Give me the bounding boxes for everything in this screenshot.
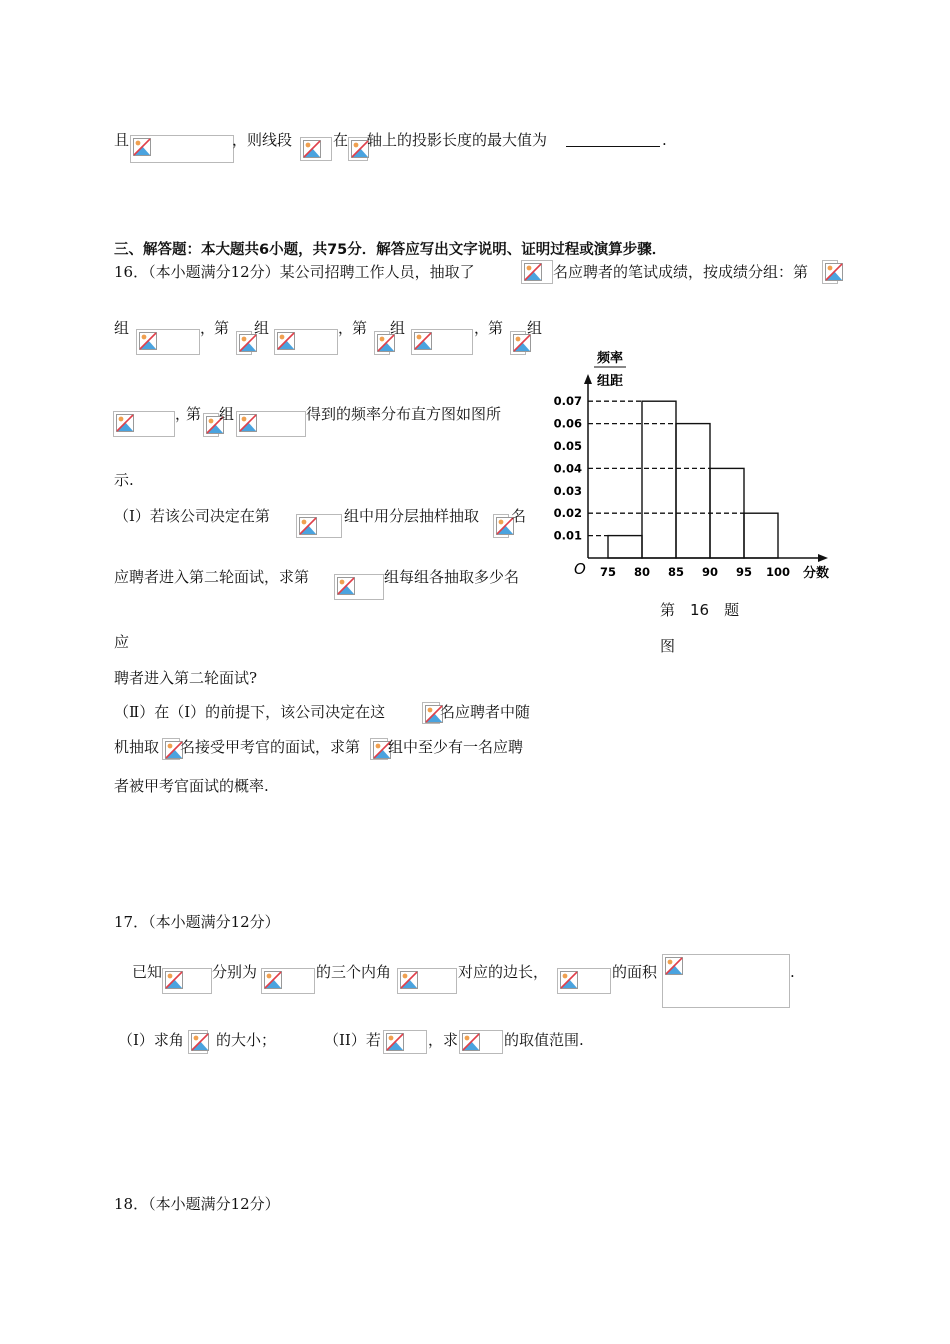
q17-text: 分别为 [212,963,258,981]
q16-text: ， [175,405,191,423]
q16-text: 组 [114,319,130,337]
x-axis-arrow [818,554,828,562]
formula-image [274,329,338,355]
q16-text: 第 [488,319,504,337]
y-axis-label-top: 频率 [596,351,624,366]
broken-image-icon [277,332,295,350]
answer-blank [566,128,660,147]
formula-image [557,968,611,994]
broken-image-icon [303,140,321,158]
formula-image [162,738,180,760]
q16-text: 16．（本小题满分12分）某公司招聘工作人员，抽取了 [114,263,475,281]
broken-image-icon [462,1033,480,1051]
x-tick-label: 80 [633,565,651,579]
formula-image [188,1030,208,1054]
formula-image [236,331,252,355]
broken-image-icon [825,263,843,281]
broken-image-icon [116,414,134,432]
q17-text: 的面积 [612,963,658,981]
q16-text: ， [338,319,354,337]
histogram-bar [744,513,778,558]
q16-part2: （Ⅱ）在（Ⅰ）的前提下，该公司决定在这 [114,703,386,721]
q16-part1: 聘者进入第二轮面试? [114,669,258,687]
q16-part1: 名 [511,507,527,525]
q15-period: . [662,131,667,149]
q16-text: ， [474,319,490,337]
q16-text: 组 [219,405,235,423]
y-tick-label: 0.04 [553,461,582,476]
broken-image-icon [560,971,578,989]
q15-qie: 且 [114,131,130,149]
q18-title: 18．（本小题满分12分） [114,1195,280,1213]
broken-image-icon [386,1033,404,1051]
y-tick-label: 0.02 [553,506,582,521]
q17-text: 对应的边长， [458,963,549,981]
broken-image-icon [139,332,157,350]
q16-part2: 组中至少有一名应聘 [388,738,524,756]
q16-text: 得到的频率分布直方图如图所 [306,405,502,423]
formula-image [203,413,219,437]
y-axis-arrow [584,374,592,384]
formula-image [296,514,342,538]
x-tick-label: 75 [599,565,617,579]
x-tick-label: 95 [735,565,753,579]
x-tick-label: 90 [701,565,719,579]
histogram-bar [608,536,642,558]
broken-image-icon [191,1033,209,1051]
formula-image [334,574,384,600]
q17-part2: （II）若 [324,1031,381,1049]
y-tick-label: 0.06 [553,416,582,431]
y-tick-label: 0.03 [553,483,582,498]
formula-image [411,329,473,355]
q15-text: 在 [333,131,349,149]
broken-image-icon [414,332,432,350]
y-tick-label: 0.01 [553,528,582,543]
broken-image-icon [337,577,355,595]
y-axis-label-bottom: 组距 [596,374,624,389]
x-axis-label: 分数 [802,566,830,581]
q16-part1: 组中用分层抽样抽取 [344,507,480,525]
x-tick-label: 85 [667,565,685,579]
formula-image [662,954,790,1008]
broken-image-icon [665,957,683,975]
broken-image-icon [400,971,418,989]
q17-text: . [790,963,795,981]
formula-image [374,331,390,355]
formula-image [113,411,175,437]
q16-text: 第 [352,319,368,337]
q16-part2: 名应聘者中随 [440,703,531,721]
figure-caption: 第 16 题 [660,601,740,619]
broken-image-icon [133,138,151,156]
origin-label: O [574,560,586,578]
formula-image [370,738,388,760]
formula-image [162,968,212,994]
section-heading: 三、解答题：本大题共6小题，共75分．解答应写出文字说明、证明过程或演算步骤． [114,242,667,258]
formula-image [136,329,200,355]
y-tick-label: 0.05 [553,439,582,453]
q16-text: 组 [527,319,543,337]
formula-image [521,260,553,284]
q16-part1: 组每组各抽取多少名 [384,568,520,586]
histogram-bar [676,424,710,558]
q16-part1: 应 [114,633,130,651]
q17-part1: 的大小； [216,1031,277,1049]
formula-image [822,260,838,284]
formula-image [236,411,306,437]
formula-image [348,137,368,161]
q17-text: 的三个内角 [316,963,392,981]
q15-text: 轴上的投影长度的最大值为 [367,131,548,149]
q17-title: 17．（本小题满分12分） [114,913,280,931]
q16-part1: （Ⅰ）若该公司决定在第 [114,507,270,525]
q17-part2: ，求 [428,1031,459,1049]
figure-caption: 图 [660,637,676,655]
q15-text: ，则线段 [232,131,293,149]
broken-image-icon [239,414,257,432]
q16-part1: 应聘者进入第二轮面试，求第 [114,568,310,586]
q16-text: 组 [254,319,270,337]
q16-text: 组 [390,319,406,337]
formula-image [261,968,315,994]
formula-image [510,331,526,355]
frequency-histogram [550,340,850,600]
y-tick-label: 0.07 [553,394,582,409]
q16-part2: 名接受甲考官的面试，求第 [180,738,361,756]
q16-text: 名应聘者的笔试成绩，按成绩分组：第 [553,263,809,281]
formula-image [459,1030,503,1054]
formula-image [130,135,234,163]
formula-image [422,702,440,724]
q16-part2: 者被甲考官面试的概率. [114,777,269,795]
q16-text: 示. [114,471,134,489]
q17-part2: 的取值范围. [504,1031,584,1049]
formula-image [493,514,509,538]
broken-image-icon [264,971,282,989]
x-tick-label: 100 [765,565,791,579]
q17-part1: （I）求角 [118,1031,184,1049]
broken-image-icon [524,263,542,281]
q17-text: 已知 [132,963,163,981]
formula-image [397,968,457,994]
formula-image [383,1030,427,1054]
formula-image [300,137,332,161]
broken-image-icon [165,971,183,989]
q16-text: ， [200,319,216,337]
broken-image-icon [299,517,317,535]
q16-text: 第 [214,319,230,337]
histogram-bar [642,401,676,558]
q16-part2: 机抽取 [114,738,160,756]
q16-text: 第 [186,405,202,423]
